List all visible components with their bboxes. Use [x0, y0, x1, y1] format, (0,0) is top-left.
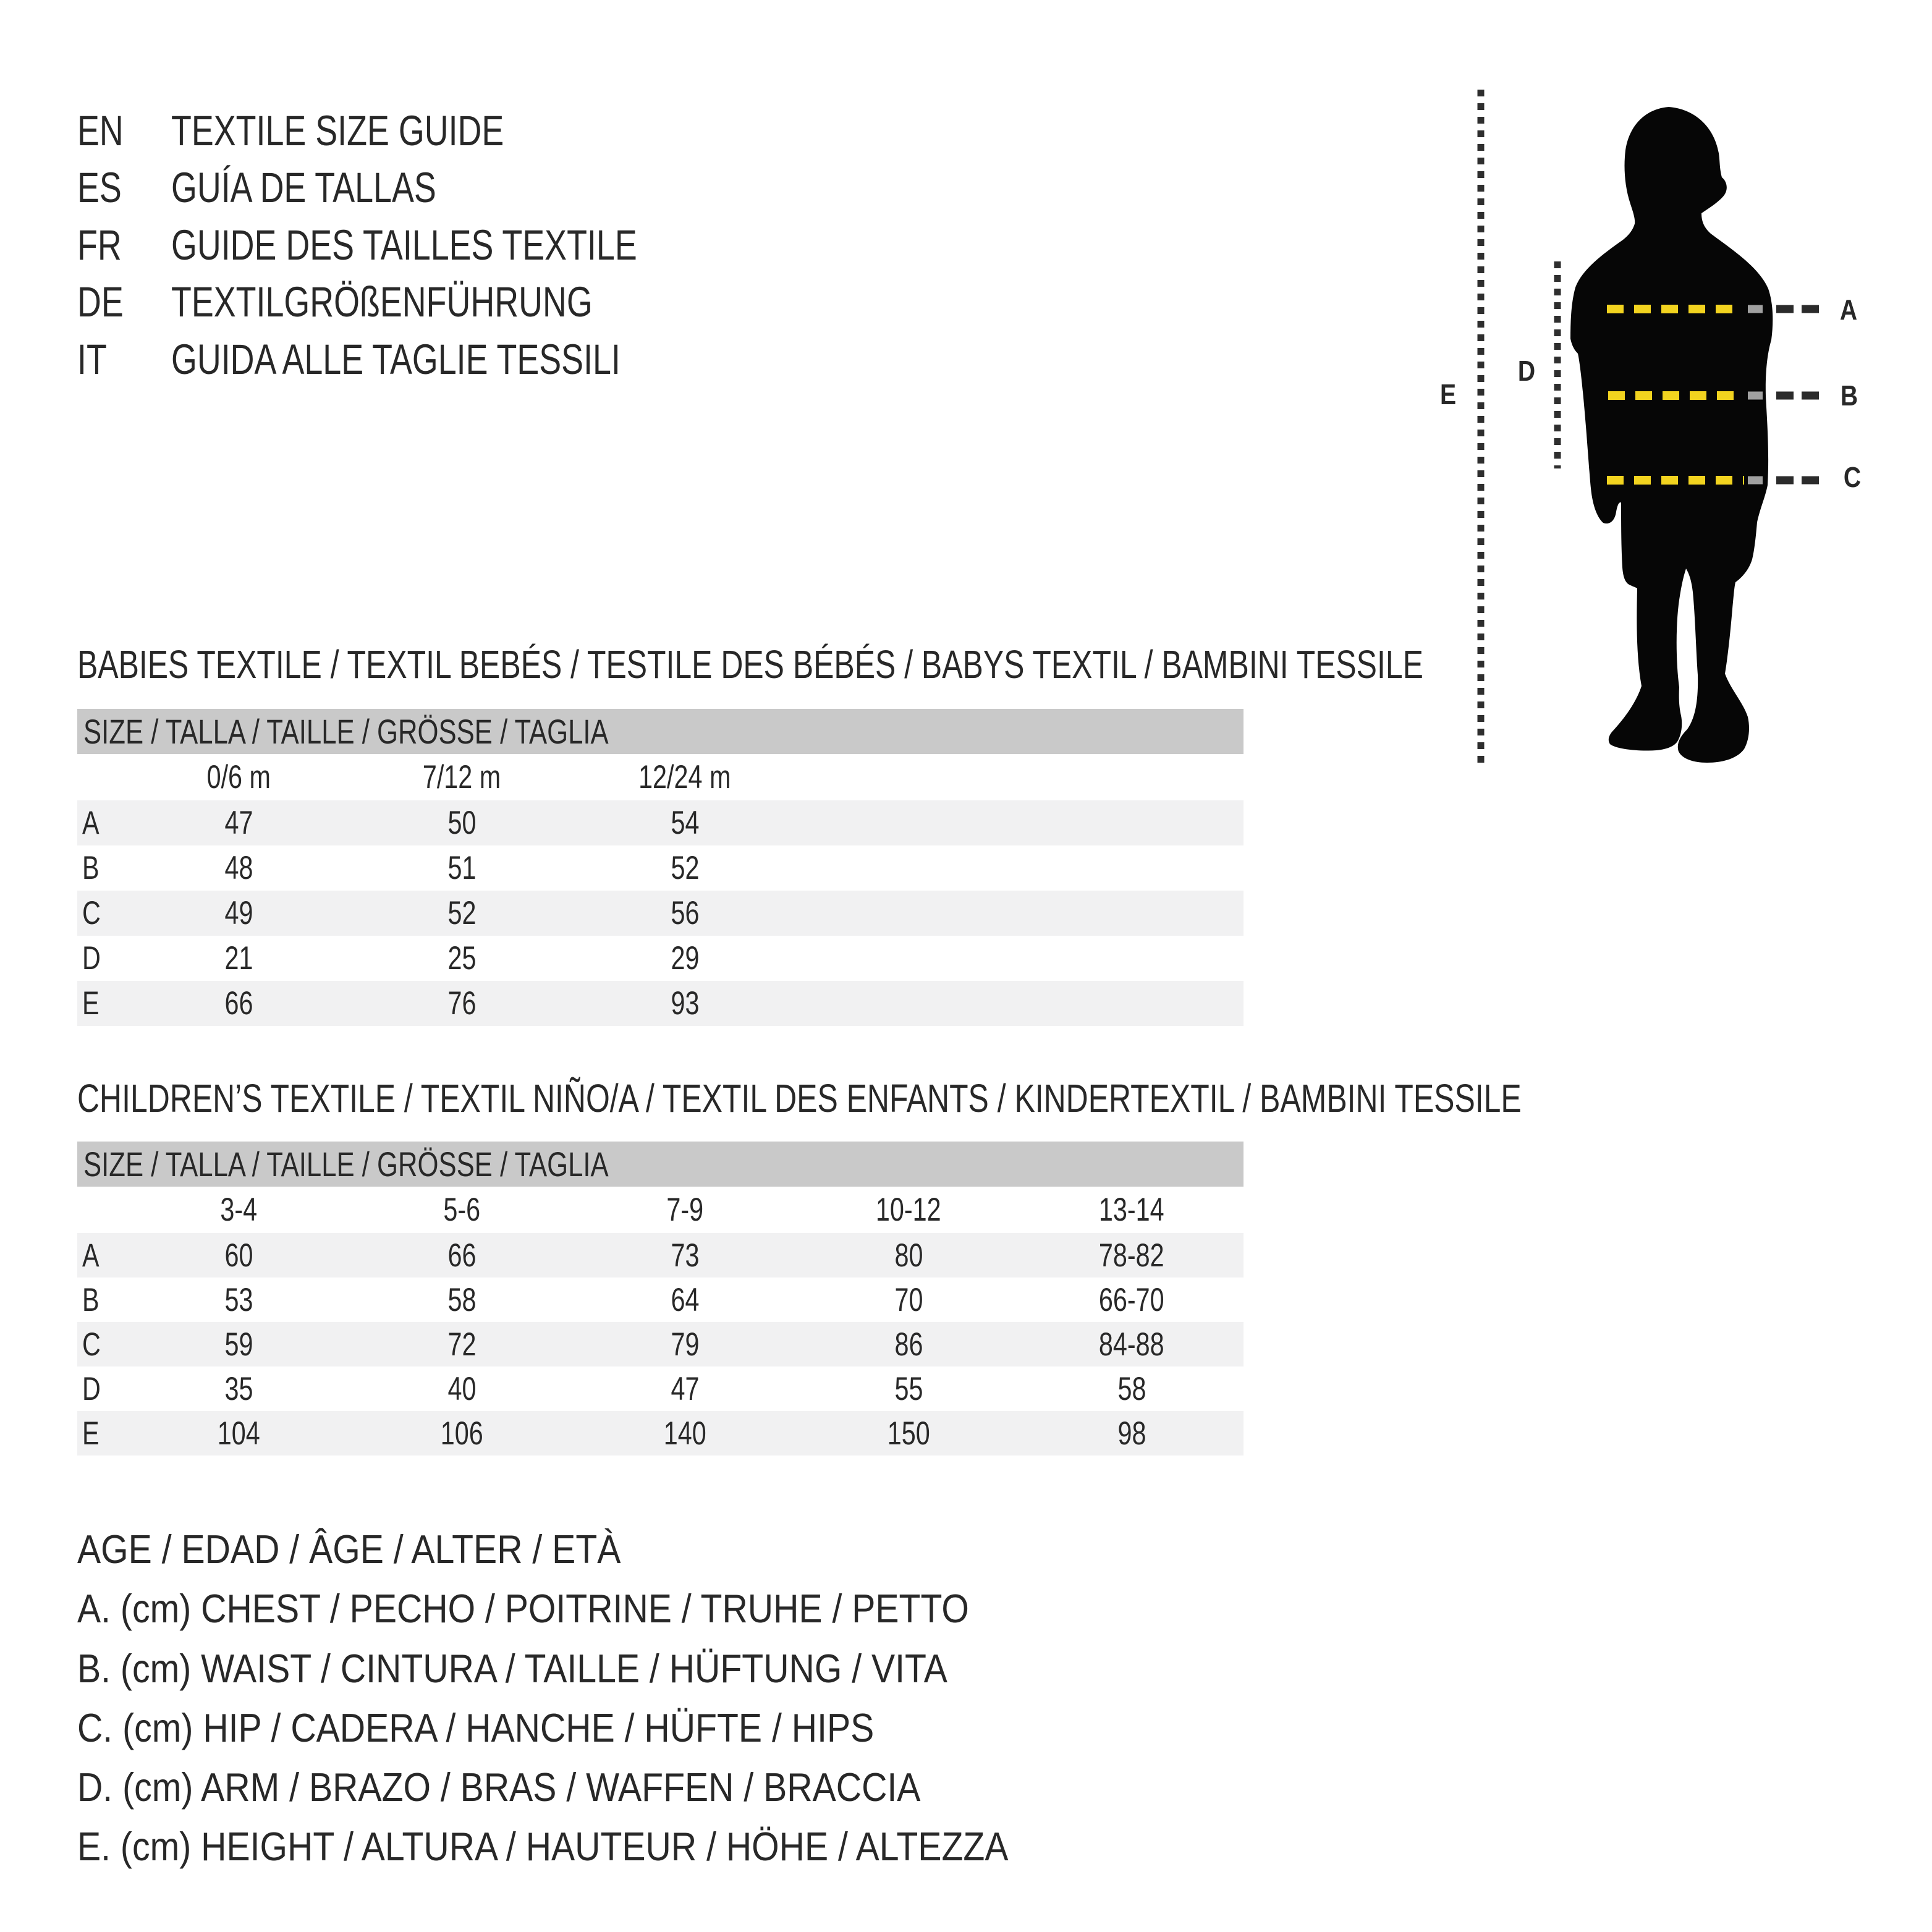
table-cell-text: 98	[1117, 1415, 1146, 1452]
lang-title-text: TEXTILE SIZE GUIDE	[171, 107, 504, 155]
table-cell	[127, 1366, 350, 1411]
table-cell-text: 55	[894, 1370, 923, 1407]
table-cell	[1020, 1277, 1243, 1322]
table-cell	[574, 1411, 796, 1455]
children-col-header	[127, 1187, 350, 1233]
row-label	[82, 981, 104, 1026]
children-col-header	[574, 1187, 796, 1233]
legend-line-arm	[77, 1763, 1035, 1811]
row-label-text: A	[82, 805, 100, 841]
table-cell-text: 93	[671, 985, 699, 1022]
table-cell-text: 59	[224, 1326, 253, 1363]
table-cell	[127, 1411, 350, 1455]
table-cell-text: 51	[447, 850, 476, 886]
legend-text: E. (cm) HEIGHT / ALTURA / HAUTEUR / HÖHE / ALTEZZA	[77, 1824, 1009, 1869]
lang-code-text: ES	[77, 164, 122, 211]
table-cell	[127, 1277, 350, 1322]
table-cell	[127, 845, 350, 891]
lang-title-text: GUIDA ALLE TAGLIE TESSILI	[171, 336, 621, 383]
table-cell	[1020, 1411, 1243, 1455]
table-cell	[797, 1322, 1020, 1366]
table-cell-text: 60	[224, 1237, 253, 1274]
table-cell	[574, 891, 796, 936]
babies-size-header-text: SIZE / TALLA / TAILLE / GRÖSSE / TAGLIA	[83, 712, 609, 751]
table-cell-text: 58	[1117, 1370, 1146, 1407]
table-cell	[574, 1322, 796, 1366]
table-cell-text: 66	[447, 1237, 476, 1274]
table-cell-text: 64	[671, 1281, 699, 1318]
legend-text: C. (cm) HIP / CADERA / HANCHE / HÜFTE / HIPS	[77, 1705, 875, 1750]
table-cell-text: 72	[447, 1326, 476, 1363]
table-cell	[350, 800, 573, 845]
lang-code	[77, 159, 134, 216]
row-label-text: D	[82, 1370, 101, 1407]
figure-label-c: C	[1843, 461, 1862, 493]
table-cell-text: 86	[894, 1326, 923, 1363]
row-label	[82, 1322, 106, 1366]
table-cell	[1020, 1366, 1243, 1411]
table-cell-text: 47	[224, 805, 253, 841]
babies-row-c	[77, 891, 1244, 936]
children-size-header-text: SIZE / TALLA / TAILLE / GRÖSSE / TAGLIA	[83, 1145, 609, 1184]
children-row-a	[77, 1233, 1244, 1277]
table-cell	[127, 891, 350, 936]
legend-line-waist	[77, 1645, 1066, 1693]
figure-label-d: D	[1517, 355, 1536, 387]
table-cell-text: 140	[663, 1415, 706, 1452]
table-cell	[574, 800, 796, 845]
table-cell-text: 53	[224, 1281, 253, 1318]
row-label-text: C	[82, 1326, 101, 1363]
table-cell-text: 79	[671, 1326, 699, 1363]
row-label	[82, 936, 106, 981]
table-cell-text: 21	[224, 940, 253, 977]
table-cell-text: 47	[671, 1370, 699, 1407]
table-cell	[350, 1322, 573, 1366]
babies-size-header-bar	[77, 709, 1244, 754]
legend-text: A. (cm) CHEST / PECHO / POITRINE / TRUHE / PETTO	[77, 1586, 969, 1631]
lang-title	[171, 331, 747, 388]
children-row-e	[77, 1411, 1244, 1455]
children-size-header-bar	[77, 1142, 1244, 1187]
babies-col-header-text: 7/12 m	[422, 759, 501, 795]
babies-row-e	[77, 981, 1244, 1026]
table-cell-text: 78-82	[1099, 1237, 1164, 1274]
table-cell-text: 80	[894, 1237, 923, 1274]
children-col-header	[797, 1187, 1020, 1233]
row-label-text: C	[82, 895, 101, 931]
table-cell-text: 150	[887, 1415, 930, 1452]
row-label-text: E	[82, 985, 100, 1022]
children-col-header-text: 3-4	[220, 1192, 257, 1228]
row-label	[82, 1411, 104, 1455]
table-cell	[350, 1233, 573, 1277]
lang-code-text: DE	[77, 278, 124, 326]
children-row-c	[77, 1322, 1244, 1366]
babies-row-a	[77, 800, 1244, 845]
children-section-title-text: CHILDREN’S TEXTILE / TEXTIL NIÑO/A / TEXTIL DES ENFANTS / KINDERTEXTIL / BAMBINI TESSILE	[77, 1076, 1522, 1121]
table-cell	[574, 936, 796, 981]
figure-label-e: E	[1439, 378, 1457, 410]
table-cell	[574, 1233, 796, 1277]
row-label	[82, 800, 104, 845]
table-cell-text: 76	[447, 985, 476, 1022]
table-cell	[350, 1277, 573, 1322]
babies-section-title-text: BABIES TEXTILE / TEXTIL BEBÉS / TESTILE DES BÉBÉS / BABYS TEXTIL / BAMBINI TESSILE	[77, 642, 1423, 687]
table-cell	[127, 981, 350, 1026]
legend-text: AGE / EDAD / ÂGE / ALTER / ETÀ	[77, 1527, 621, 1572]
children-col-header-text: 7-9	[666, 1192, 703, 1228]
legend-text: D. (cm) ARM / BRAZO / BRAS / WAFFEN / BRACCIA	[77, 1765, 921, 1810]
table-cell	[797, 1233, 1020, 1277]
table-cell	[574, 1366, 796, 1411]
table-cell-text: 52	[447, 895, 476, 931]
legend-line-height	[77, 1823, 1135, 1871]
table-cell-text: 52	[671, 850, 699, 886]
table-cell-text: 58	[447, 1281, 476, 1318]
table-cell-text: 29	[671, 940, 699, 977]
row-label-text: E	[82, 1415, 100, 1452]
row-label	[82, 1277, 104, 1322]
table-cell	[1020, 1322, 1243, 1366]
table-cell	[797, 1411, 1020, 1455]
table-cell	[797, 1277, 1020, 1322]
row-label	[82, 1233, 104, 1277]
babies-col-header	[350, 754, 573, 800]
lang-title	[171, 274, 711, 331]
figure-label-b: B	[1840, 379, 1858, 412]
babies-col-header-text: 12/24 m	[638, 759, 731, 795]
children-col-header-text: 13-14	[1099, 1192, 1164, 1228]
table-cell	[350, 981, 573, 1026]
row-label-text: A	[82, 1237, 100, 1274]
legend-line-chest	[77, 1585, 1091, 1633]
figure-label-a: A	[1839, 294, 1858, 326]
table-cell-text: 25	[447, 940, 476, 977]
table-cell-text: 56	[671, 895, 699, 931]
table-cell	[574, 981, 796, 1026]
lang-code	[77, 331, 115, 388]
legend-line-hip	[77, 1704, 983, 1752]
table-cell	[350, 936, 573, 981]
babies-col-header-text: 0/6 m	[206, 759, 271, 795]
row-label	[82, 891, 106, 936]
children-row-b	[77, 1277, 1244, 1322]
babies-col-header	[127, 754, 350, 800]
row-label-text: B	[82, 850, 100, 886]
table-cell-text: 54	[671, 805, 699, 841]
table-cell-text: 73	[671, 1237, 699, 1274]
legend-text: B. (cm) WAIST / CINTURA / TAILLE / HÜFTUNG / VITA	[77, 1646, 947, 1691]
table-cell	[574, 845, 796, 891]
table-cell	[350, 845, 573, 891]
babies-column-header-row	[77, 754, 1244, 800]
table-cell-text: 106	[440, 1415, 483, 1452]
babies-col-header	[574, 754, 796, 800]
children-col-header-text: 5-6	[443, 1192, 480, 1228]
children-col-header	[350, 1187, 573, 1233]
babies-row-d	[77, 936, 1244, 981]
babies-row-b	[77, 845, 1244, 891]
table-cell-text: 66	[224, 985, 253, 1022]
lang-title-text: TEXTILGRÖßENFÜHRUNG	[171, 278, 593, 326]
table-cell	[350, 1366, 573, 1411]
children-row-d	[77, 1366, 1244, 1411]
table-cell	[127, 936, 350, 981]
table-cell	[574, 1277, 796, 1322]
table-cell-text: 49	[224, 895, 253, 931]
children-col-header	[1020, 1187, 1243, 1233]
table-cell-text: 70	[894, 1281, 923, 1318]
row-label-text: B	[82, 1281, 100, 1318]
table-cell-text: 104	[217, 1415, 260, 1452]
lang-title	[171, 159, 511, 216]
table-cell-text: 84-88	[1099, 1326, 1164, 1363]
lang-code-text: FR	[77, 221, 122, 269]
table-cell	[127, 1233, 350, 1277]
table-cell-text: 50	[447, 805, 476, 841]
children-column-header-row	[77, 1187, 1244, 1233]
lang-code-text: IT	[77, 336, 107, 383]
lang-title	[171, 217, 768, 274]
row-label	[82, 845, 104, 891]
lang-code	[77, 217, 134, 274]
lang-code	[77, 274, 137, 331]
table-cell	[1020, 1233, 1243, 1277]
lang-title	[171, 103, 598, 159]
children-col-header-text: 10-12	[876, 1192, 941, 1228]
table-cell-text: 35	[224, 1370, 253, 1407]
children-section-title	[77, 1075, 1929, 1122]
table-cell	[797, 1366, 1020, 1411]
table-cell	[350, 1411, 573, 1455]
table-cell-text: 40	[447, 1370, 476, 1407]
lang-title-text: GUÍA DE TALLAS	[171, 164, 436, 211]
row-label-text: D	[82, 940, 101, 977]
lang-code-text: EN	[77, 107, 124, 155]
lang-title-text: GUIDE DES TAILLES TEXTILE	[171, 221, 637, 269]
table-cell	[350, 891, 573, 936]
babies-section-title	[77, 641, 1803, 688]
table-cell	[127, 1322, 350, 1366]
lang-code	[77, 103, 137, 159]
legend-line-age	[77, 1525, 695, 1574]
table-cell-text: 66-70	[1099, 1281, 1164, 1318]
row-label	[82, 1366, 106, 1411]
table-cell-text: 48	[224, 850, 253, 886]
table-cell	[127, 800, 350, 845]
